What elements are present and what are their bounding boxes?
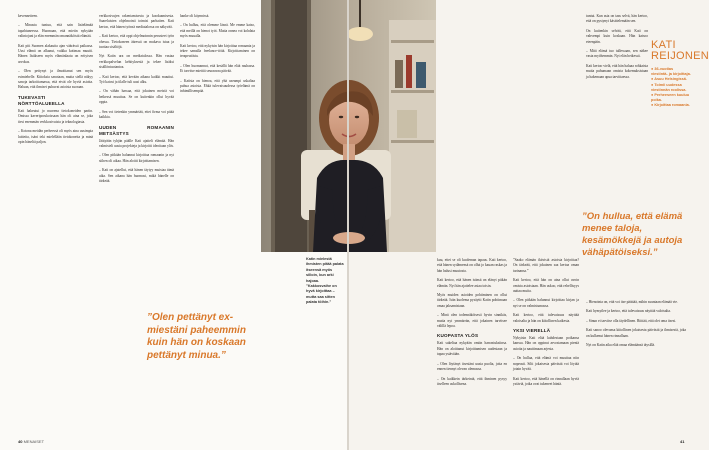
paragraph: – Olen pitkään halunnut kirjoittaa kirjan ja nyt se on valmistumassa.: [513, 298, 579, 308]
paragraph: Nyt Katin ura on mediatalossa. Hän vastaa verkkopalvelun kehityksestä ja tekee lisäksi sisällöntuotantoa.: [99, 54, 174, 70]
paragraph: Kati sanoo olevansa kiitollinen jokaisesta päivästä ja ihmisestä, joka on kulkenut hänen rinnallaan.: [586, 328, 686, 338]
paragraph: Kati kertoo, että nykyisin hän kirjoittaa romaania ja tekee samalla freelance-töitä. Kirjoittaminen on terapeuttista.: [180, 43, 255, 59]
right-column-3: [586, 14, 648, 84]
paragraph: Kati sukeltaa nykyään omiin harrastuksiinsa. Hän on aloittanut kirjoittamisen uudestaan ja tapaa ystäviään.: [437, 341, 507, 357]
fact-item: ● 36-vuotias: [651, 67, 674, 71]
paragraph: Myös muiden asioiden pohtiminen on ollut tärkeää. Isän kuolema pysäytti Katin pohtimaan omaa jaksamistaan.: [437, 293, 507, 308]
photo-caption: Katin mielestä ihmisten pitää palata itseensä myös silloin, kun arki hajoaa. ”Kakkosvaihe on hyvä kirjoittaa – mutta saa sitten palata töihin.”: [306, 257, 344, 305]
paragraph: On kuitenkin selvää, että Kati on vahvempi kuin koskaan. Hän katsoo eteenpäin.: [586, 28, 648, 44]
page-number: 40: [18, 439, 23, 444]
right-column-2: [513, 258, 579, 391]
paragraph: Kati piti Suomen alakautta ajan väärässä paikassa. Uusi elämä on alkanut, vaikka kotimaa muutti. Hänen lisäkseen myös elämänlaatu on erityisen arvokas.: [18, 43, 93, 64]
paragraph: Kati kertoo, että tulevaisuus näyttää valoisalta ja hän on kiitollinen kaikesta.: [513, 313, 579, 323]
paragraph: – Kati on ajatellut, että hänen täytyy muistaa tämä aika. Sen aikana hän huomasi, mikä hänelle on tärkeää.: [99, 168, 174, 183]
page-number: 41: [680, 439, 685, 444]
paragraph: – Sen voi tietenkin ymmärtää, ettei firma voi pitää kaikkia.: [99, 109, 174, 120]
paragraph: – Kati kertoo, että oppi ohjelmoinnin perusteet työn ohessa. Tietokoneen ääressä on mukava istua ja tuottaa sisältöjä.: [99, 34, 174, 50]
section-heading: UUDEN ROMAANIN METSÄSTYS: [99, 124, 174, 136]
paragraph: Kati kertoo, että hän on aina ollut avoin omista asioistaan. Hän uskoo, että rehellisyys auttaa muita.: [513, 278, 579, 294]
left-column-2: [99, 14, 174, 188]
paragraph: Kati kertoo, että hänen isänsä on elänyt pitkän elämän. Nyt hän ajattelee asiaa toisin.: [437, 278, 507, 288]
paragraph: – Hienointa on, että voi itse päättää, mihin suuntaan elämää vie.: [586, 300, 678, 304]
paragraph: Jäätyään tyhjän päälle Kati ajatteli elämää. Hän valmisteli uusia projekteja ja kirjoitti ideoitaan ylös.: [99, 138, 174, 148]
paragraph: hanke oli käynnissä.: [180, 14, 210, 18]
paragraph: – Kati kertoo, että kevään aikana kaikki muuttui. Työ katosi ja tilalle tuli uusi alku.: [99, 74, 174, 85]
paragraph: verkkosivujen rakentamisesta ja koodaamisesta. Saarelaisten ohjelmointi toimisi parhaiten. Kati kertoo, että hänen työnsä mediatalossa on näkyvää.: [99, 14, 174, 29]
fact-item: ● Toimii uudessa viestinnän roolissa.: [651, 82, 687, 92]
paragraph: – On vähän hassua, että jokainen meistä voi hetkessä muuttua. Se on kuitenkin ollut hyvää oppia.: [99, 89, 174, 105]
pull-quote: ”Olen pettänyt ex-miestäni paheemmin kuin hän on koskaan pettänyt minua.”: [147, 312, 246, 361]
fact-item: ● Perheeseen kuuluu poika.: [651, 93, 690, 103]
left-column-1: [18, 14, 93, 149]
paragraph: kuu, ettei se oli kuoleman tapaus. Kati kertoo, että hänen sydämensä on ollut jo kauan raskas ja hän halusi muutosta.: [437, 258, 507, 273]
folio: [18, 439, 44, 444]
paragraph: Kati kertoo, että hänellä on rinnallaan hyviä ystäviä, jotka ovat tukeneet häntä.: [513, 376, 579, 386]
paragraph: – Olen pettynyt ja ilmoittanut sen myös esimiehelle. Kiitoksia sanotaan, mutta siellä näkyy sanoja tarkoittamassa, että eivät ole hyviä asioita. Haluan, että ihmiset puhuvat asioista suoraan.: [18, 69, 93, 90]
paragraph: – Sinun ei tarvitse olla täydellinen. Riittää, että olet oma itsesi.: [586, 318, 677, 323]
paragraph: – Olen löytänyt itsestäni uusia puolia, joita en ennen tiennyt olevan olemassa.: [437, 361, 507, 372]
paragraph: – Olen huomannut, että kesällä hän elää rauhassa. Ei tarvitse miettiä seuraavaa päivää.: [180, 63, 255, 74]
fact-item: viestintä- ja kirjoittaja.: [651, 72, 691, 77]
paragraph: – Mitä elämä tuo tullessaan, sen näkee vasta myöhemmin. Nyt elän hetkessä.: [586, 49, 648, 59]
section-heading: YKSI VIERELLÄ: [513, 328, 551, 334]
paragraph: Kati hymyilee ja kertoo, että tulevaisuus näyttää valoisalta.: [586, 309, 671, 314]
folio-right: [680, 439, 684, 444]
magazine-name: MENAISET: [23, 439, 45, 444]
sidebar-last-name: REIJONEN: [651, 50, 709, 62]
section-heading: KUOPASTA YLÖS: [437, 333, 479, 339]
sidebar-facts: [651, 67, 695, 109]
paragraph: ”Saako elämän ikävistä asioista kirjoittaa? On tärkeää, että jokainen saa kertoa oman tarinansa.”: [513, 258, 579, 273]
paragraph: kevennetteen.: [18, 14, 38, 18]
fact-item: ● Kirjoittaa romaania.: [651, 103, 690, 108]
paragraph: Nyt on Katin aika elää omaa elämäänsä täysillä.: [586, 343, 656, 348]
pull-quote: ”On hullua, että elämä menee taloja, kesämökkejä ja autoja vähäpätöiseksi.”: [582, 211, 683, 258]
paragraph: Nykyisin Kati elää kahdestaan poikansa kanssa. Hän on oppinut arvostamaan pieniä asioita ja nauttimaan arjesta.: [513, 336, 579, 351]
paragraph: tuntui. Kun asia on taas selvä, hän kertoo, että on pystynyt käsittelemään sen.: [586, 14, 648, 24]
right-column-1: [437, 258, 507, 391]
paragraph: Kati kertoo vielä, että hän haluaa rohkaista muita puhumaan omista kokemuksistaan ja hakemaan apua tarvittaessa.: [586, 63, 648, 79]
paragraph: – Minä olen todennäköisesti hyvin sinnikäs, mutta nyt ymmärrän, että jokainen tarvitsee välillä lepoa.: [437, 313, 507, 329]
right-column-3-lower: [586, 300, 686, 352]
sidebar-first-name: KATI: [651, 39, 676, 51]
sidebar-name: [651, 40, 709, 62]
paragraph: Kati hakeutui jo nuorena tietokoneiden pariin. Omissa kaveriporukoissaan hän oli aina se, joka tiesi enemmän verkkosivuista ja teknologiasta.: [18, 108, 93, 124]
paragraph: – Katista on hienoa, että yhä useampi uskaltaa puhua asioista. Ehkä tulevaisuudessa työelämä on inhimillisempää.: [180, 78, 255, 94]
left-column-3: [180, 14, 255, 99]
paragraph: – On kaikkein tärkeintä, että ihminen pysyy itselleen uskollisena.: [437, 376, 507, 386]
fact-item: ● Asuu Helsingissä.: [651, 77, 687, 82]
paragraph: – On hullua, että elämä voi muuttua niin nopeasti. Silti jokaisesta päivästä voi löytää jotain hyvää.: [513, 356, 579, 372]
paragraph: – Kotona meidän perheessä oli myös aina uusimpia laitteita, isäni teki mielellään tietokoneita ja minä opin häneltä paljon.: [18, 129, 93, 144]
paragraph: – Olen pitkään halunnut kirjoittaa romaanin ja nyt siihen oli aikaa. Hän aloitti kirjoittamisen.: [99, 153, 174, 163]
paragraph: – Minusta tuntuu, että sain lisäelämää tapahtuneessa. Huomaan, että mietin nykyään valintojani ja elän enemmän omannäköistä elämää.: [18, 23, 93, 39]
section-heading: TUKEVASTI NÖRTTÖALUEELLA: [18, 94, 65, 106]
paragraph: – On hulluu, että olemme läsnä. Me emme katso, että meillä on hienot työt. Mutta onnea voi kohdata myös muualla.: [180, 23, 255, 39]
